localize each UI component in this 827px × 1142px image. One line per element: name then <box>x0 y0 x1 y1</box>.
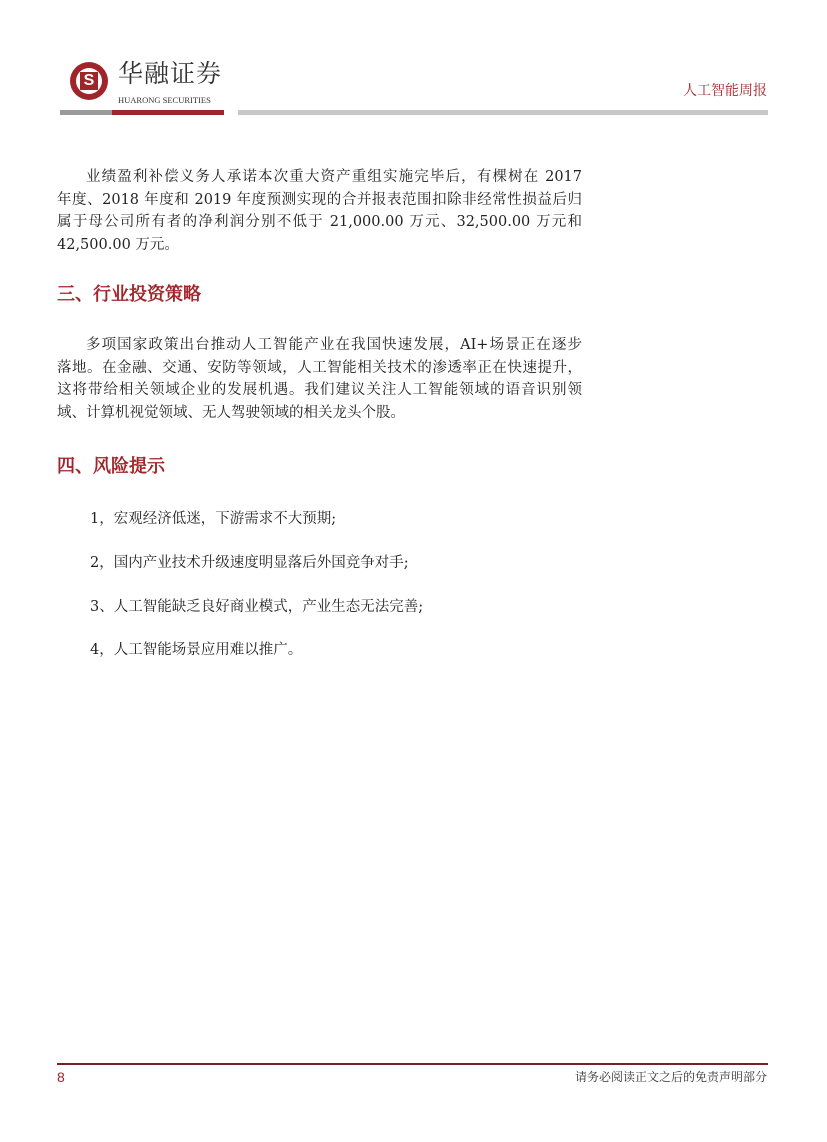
text-line: 多项国家政策出台推动人工智能产业在我国快速发展，AI+场景正在逐步 <box>86 337 582 353</box>
text-line: 域、计算机视觉领域、无人驾驶领域的相关龙头个股。 <box>57 404 405 421</box>
paragraph-investment-strategy <box>57 334 582 424</box>
footer-divider <box>57 1063 768 1065</box>
risk-item: 1，宏观经济低迷，下游需求不大预期; <box>90 511 337 527</box>
text-line: 42,500.00 万元。 <box>57 236 179 253</box>
header-divider-gray <box>60 110 112 115</box>
risk-item: 2，国内产业技术升级速度明显落后外国竞争对手; <box>90 555 409 571</box>
footer-disclaimer: 请务必阅读正文之后的免责声明部分 <box>574 1070 767 1084</box>
header-divider-right <box>238 110 768 115</box>
brand-name-cn: 华融证券 <box>118 59 223 88</box>
logo-glyph: S <box>80 72 98 90</box>
header-divider-red <box>112 110 224 115</box>
company-logo <box>70 62 108 100</box>
text-line: 年度、2018 年度和 2019 年度预测实现的合并报表范围扣除非经常性损益后归 <box>57 191 582 208</box>
text-line: 业绩盈利补偿义务人承诺本次重大资产重组实施完毕后，有棵树在 2017 <box>86 169 582 185</box>
page-number: 8 <box>57 1069 65 1085</box>
risk-item: 4，人工智能场景应用难以推广。 <box>90 642 303 658</box>
risk-item: 3、人工智能缺乏良好商业模式，产业生态无法完善; <box>90 599 424 615</box>
report-title: 人工智能周报 <box>683 83 767 99</box>
paragraph-performance-commitment <box>57 166 582 256</box>
text-line: 落地。在金融、交通、安防等领域，人工智能相关技术的渗透率正在快速提升， <box>57 359 582 376</box>
section-heading-risk: 四、风险提示 <box>57 456 165 477</box>
brand-name-en: HUARONG SECURITIES <box>118 95 211 105</box>
text-line: 属于母公司所有者的净利润分别不低于 21,000.00 万元、32,500.00 万元和 <box>57 214 582 230</box>
section-heading-investment-strategy: 三、行业投资策略 <box>57 284 201 305</box>
text-line: 这将带给相关领域企业的发展机遇。我们建议关注人工智能领域的语音识别领 <box>57 382 582 398</box>
